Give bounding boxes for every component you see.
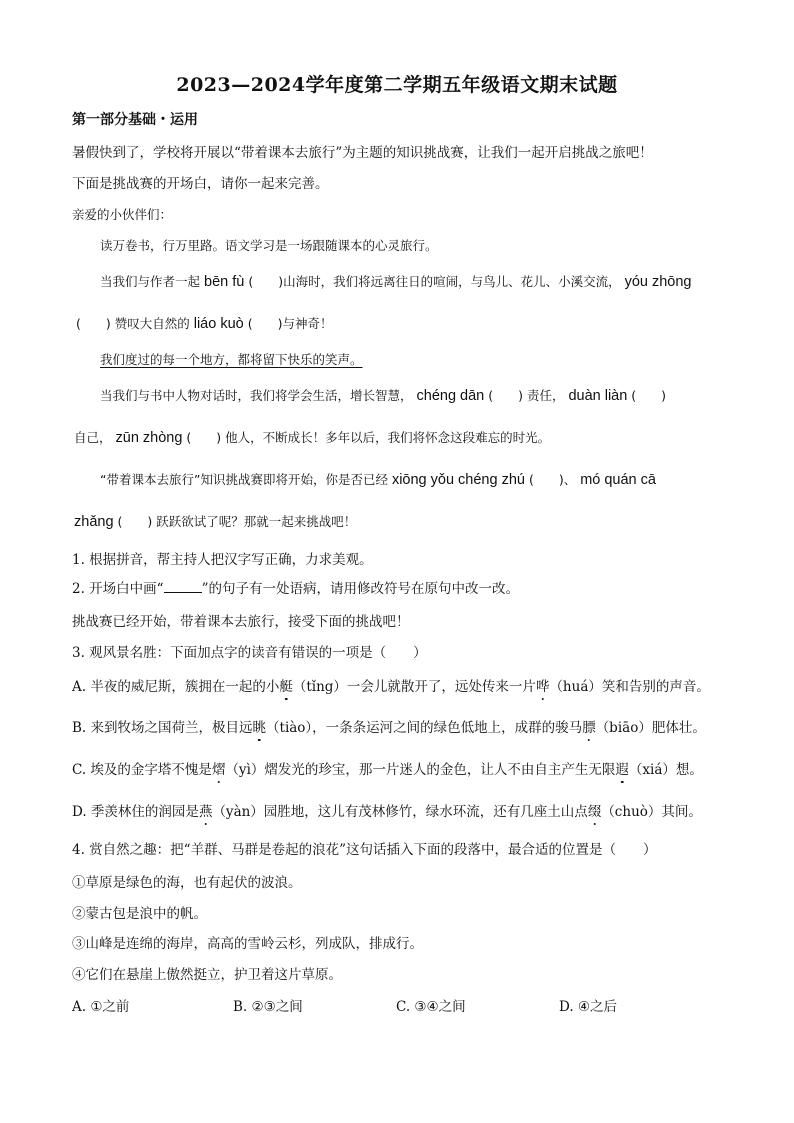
section-heading: 第一部分基础・运用 [72,112,198,128]
sentence-4: ④它们在悬崖上傲然挺立，护卫着这片草原。 [72,967,342,983]
dotted-character: 眺 [252,720,267,736]
text-segment: （huá）笑和告别的声音。 [549,679,710,695]
text-segment: D. 季羡林住的润园是 [72,804,199,820]
text-segment: ( )、 [528,472,577,487]
dotted-character: 熠 [211,762,226,778]
text-segment: ( )与神奇！ [247,316,333,331]
sentence-1: ①草原是绿色的海，也有起伏的波浪。 [72,875,302,891]
text-segment: B. 来到牧场之国荷兰，极目远 [72,720,253,736]
answer-option-c: C. ③④之间 [396,999,466,1015]
text-segment: 2. 开场白中画“ [72,581,164,597]
dotted-character: 缀 [587,804,602,820]
pinyin-liaokuo: liáo kuò [193,316,244,332]
transition-text: 挑战赛已经开始，带着课本去旅行，接受下面的挑战吧！ [72,614,410,630]
opening-line-6 [74,428,550,446]
opening-line-8 [74,512,356,530]
text-segment: “带着课本去旅行”知识挑战赛即将开始，你是否已经 [100,472,388,487]
text-segment: （chuò）其间。 [601,804,702,820]
sentence-2: ②蒙古包是浪中的帆。 [72,906,207,922]
opening-line-2 [100,272,691,290]
underline-mark [164,581,202,593]
intro-paragraph: 暑假快到了，学校将开展以“带着课本去旅行”为主题的知识挑战赛，让我们一起开启挑战之旅吧！ [72,145,653,161]
text-segment: 当我们与作者一起 [100,274,201,289]
answer-option-b: B. ②③之间 [233,999,303,1015]
option-3d [72,800,702,820]
text-segment: （biāo）肥体壮。 [595,720,706,736]
pinyin-zunzhong: zūn zhòng [115,430,183,446]
pinyin-zhang: zhǎng [74,514,114,530]
intro-instruction: 下面是挑战赛的开场白，请你一起来完善。 [72,176,329,192]
text-segment: ( ) [631,388,667,403]
text-segment: A. 半夜的威尼斯，簇拥在一起的小 [72,679,280,695]
text-segment: （yàn）园胜地，这儿有茂林修竹，绿水环流，还有几座土山点 [212,804,588,820]
text-segment: ( ) 责任， [488,388,565,403]
opening-paragraph: 读万卷书，行万里路。语文学习是一场跟随课本的心灵旅行。 [100,238,438,253]
page-title: 2023—2024学年度第二学期五年级语文期末试题 [176,74,618,96]
option-3b [72,716,706,736]
answer-option-a: A. ①之前 [72,999,130,1015]
text-segment: ( ) 他人，不断成长！多年以后，我们将怀念这段难忘的时光。 [186,430,551,445]
pinyin-duanlian: duàn liàn [568,388,628,404]
text-segment: ( ) 赞叹大自然的 [76,316,190,331]
text-segment: ”的句子有一处语病，请用修改符号在原句中改一改。 [201,581,519,597]
pinyin-xiongyou: xiōng yǒu chéng zhú [391,472,525,488]
text-segment: ( )山海时，我们将远离往日的喧闹，与鸟儿、花儿、小溪交流， [248,274,621,289]
dotted-character: 艇 [279,679,293,695]
question-1: 1. 根据拼音，帮主持人把汉字写正确，力求美观。 [72,552,373,568]
pinyin-benfu: bēn fù [204,274,245,290]
dotted-character: 遐 [615,762,629,778]
question-2 [72,577,519,597]
option-3a [72,675,710,695]
text-segment: 自己， [74,430,112,445]
opening-line-3 [76,314,332,332]
text-segment: （tiào），一条条运河之间的绿色低地上，成群的骏马 [266,720,583,736]
text-segment: 当我们与书中人物对话时，我们将学会生活，增长智慧， [100,388,413,403]
question-4: 4. 赏自然之趣：把“羊群、马群是卷起的浪花”这句话插入下面的段落中，最合适的位置是（ ） [72,842,657,858]
text-segment: C. 埃及的金字塔不愧是 [72,762,212,778]
dotted-character: 哗 [535,679,550,695]
pinyin-chengdan: chéng dān [416,388,485,404]
opening-line-5 [100,386,666,404]
dotted-character: 燕 [198,804,213,820]
pinyin-youzhong: yóu zhōng [624,274,692,290]
underlined-sentence: 我们度过的每一个地方，都将留下快乐的笑声。 [100,352,363,367]
text-segment: （tǐng）一会儿就散开了，远处传来一片 [292,679,536,695]
question-3: 3. 观风景名胜：下面加点字的读音有错误的一项是（ ） [72,645,427,661]
salutation: 亲爱的小伙伴们： [72,207,173,222]
pinyin-moquan: mó quán cā [580,472,656,488]
opening-line-7 [100,470,656,488]
sentence-3: ③山峰是连绵的海岸，高高的雪岭云杉，列成队，排成行。 [72,936,423,952]
text-segment: （xiá）想。 [628,762,703,778]
answer-option-d: D. ④之后 [559,999,618,1015]
text-segment: ( ) 跃跃欲试了呢？那就一起来挑战吧！ [117,514,357,529]
option-3c [72,758,703,778]
dotted-character: 膘 [582,720,596,736]
text-segment: （yì）熠发光的珍宝，那一片迷人的金色，让人不由自主产生无限 [225,762,616,778]
